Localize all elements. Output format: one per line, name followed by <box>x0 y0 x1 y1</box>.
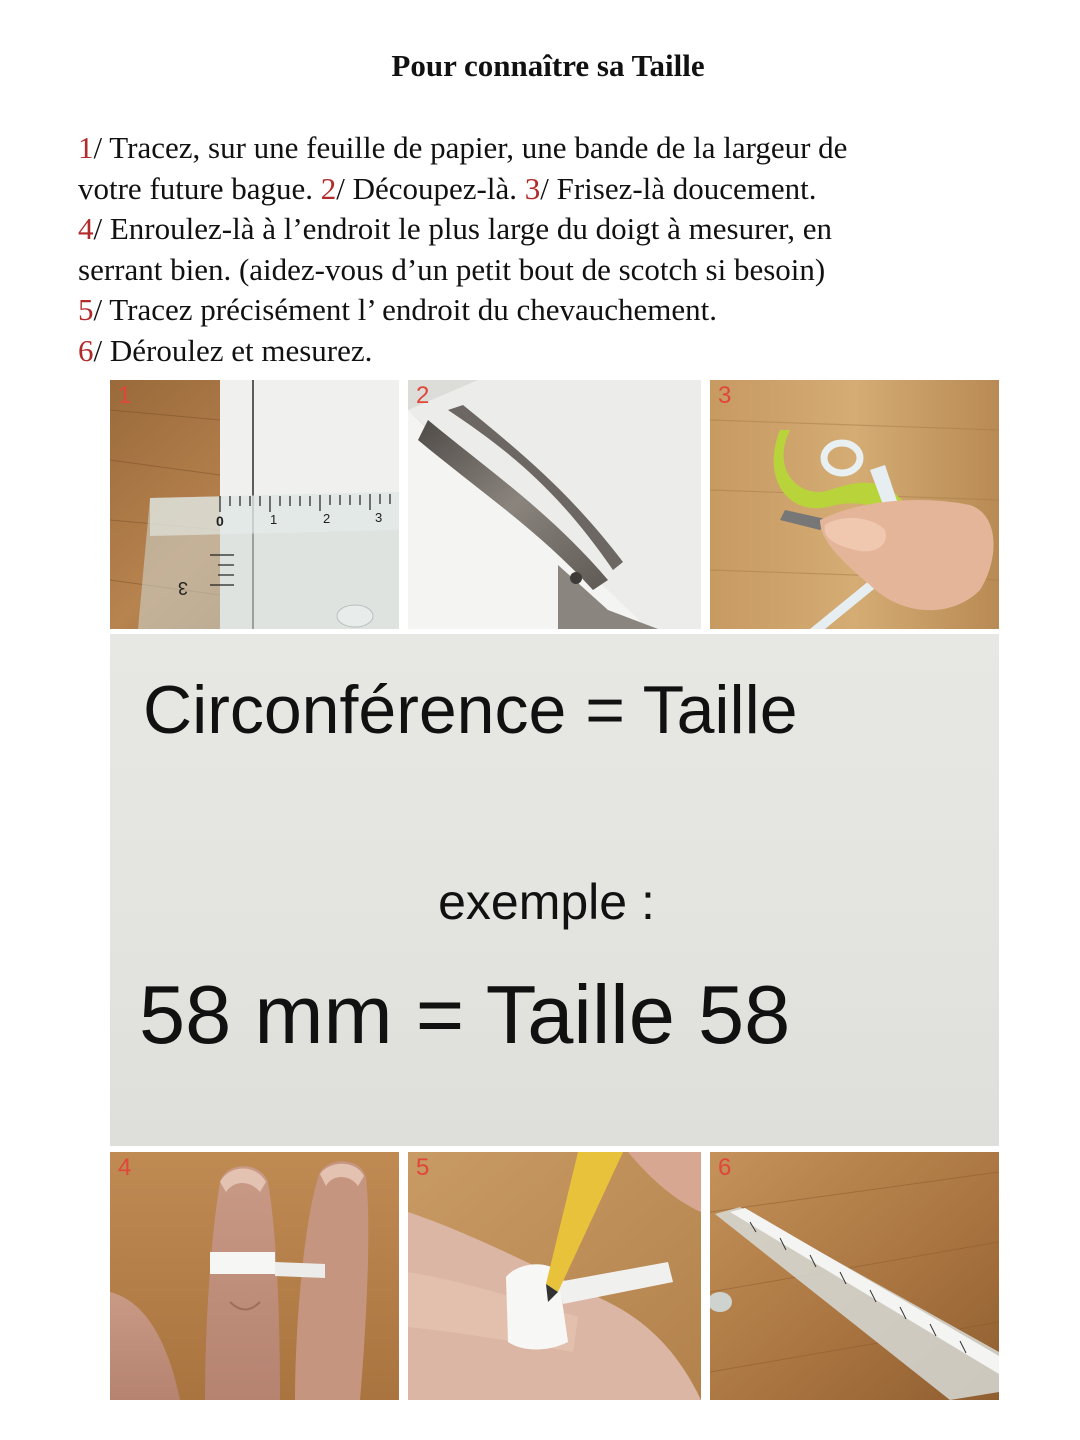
step-text-1-cont: votre future bague. <box>78 170 321 206</box>
photo-step-1 <box>110 380 399 629</box>
curling-photo <box>710 380 999 629</box>
step-number-3: 3 <box>524 170 541 206</box>
step-number-4: 4 <box>78 211 94 246</box>
photo-number-2: 2 <box>416 382 430 409</box>
photo-number-5: 5 <box>416 1154 430 1181</box>
ruler-tick-3: 3 <box>375 510 383 525</box>
instruction-line-2 <box>78 169 998 210</box>
instruction-line-1 <box>78 128 998 169</box>
step-number-1: 1 <box>78 130 94 165</box>
size-formula-panel <box>110 634 999 1146</box>
instruction-line-5 <box>78 290 998 331</box>
step-number-6: 6 <box>78 332 94 368</box>
ruler-photo <box>110 380 399 629</box>
photo-number-6: 6 <box>718 1154 732 1181</box>
photo-step-6 <box>710 1152 999 1400</box>
scissors-photo <box>408 380 701 629</box>
photo-step-3 <box>710 380 999 629</box>
photo-step-5 <box>408 1152 701 1400</box>
example-label <box>110 872 999 932</box>
ruler-tick-2: 2 <box>323 511 331 526</box>
photo-number-1: 1 <box>118 382 132 409</box>
step-text-3: / Frisez-là doucement. <box>540 170 817 206</box>
measuring-photo <box>710 1152 999 1400</box>
finger-strip-photo <box>110 1152 399 1400</box>
instruction-line-3 <box>78 209 998 250</box>
photo-step-4 <box>110 1152 399 1400</box>
instructions <box>78 128 998 371</box>
page-title: Pour connaître sa Taille <box>391 48 705 83</box>
step-text-4: / Enroulez-là à l’endroit le plus large du doigt à mesurer, en <box>93 211 832 246</box>
photo-number-4: 4 <box>118 1154 132 1181</box>
step-text-4-cont: serrant bien. (aidez-vous d’un petit bout de scotch si besoin) <box>78 251 826 287</box>
instruction-line-6 <box>78 331 998 372</box>
ruler-side-tick: 3 <box>177 578 188 598</box>
step-number-2: 2 <box>320 170 337 206</box>
step-text-6: / Déroulez et mesurez. <box>93 332 373 368</box>
ruler-tick-0: 0 <box>216 513 224 529</box>
photo-step-2 <box>408 380 701 629</box>
photo-number-3: 3 <box>718 382 732 409</box>
example-value: 58 mm = Taille 58 <box>139 968 791 1061</box>
step-number-5: 5 <box>78 292 94 327</box>
step-text-5: / Tracez précisément l’ endroit du chevauchement. <box>93 292 717 327</box>
marking-photo <box>408 1152 701 1400</box>
ruler-tick-1: 1 <box>270 512 278 527</box>
step-text-2: / Découpez-là. <box>336 170 525 206</box>
step-text-1: / Tracez, sur une feuille de papier, une bande de la largeur de <box>93 130 848 165</box>
instruction-line-4 <box>78 250 998 291</box>
formula-headline: Circonférence = Taille <box>143 672 798 748</box>
example-text: exemple : <box>438 874 655 930</box>
